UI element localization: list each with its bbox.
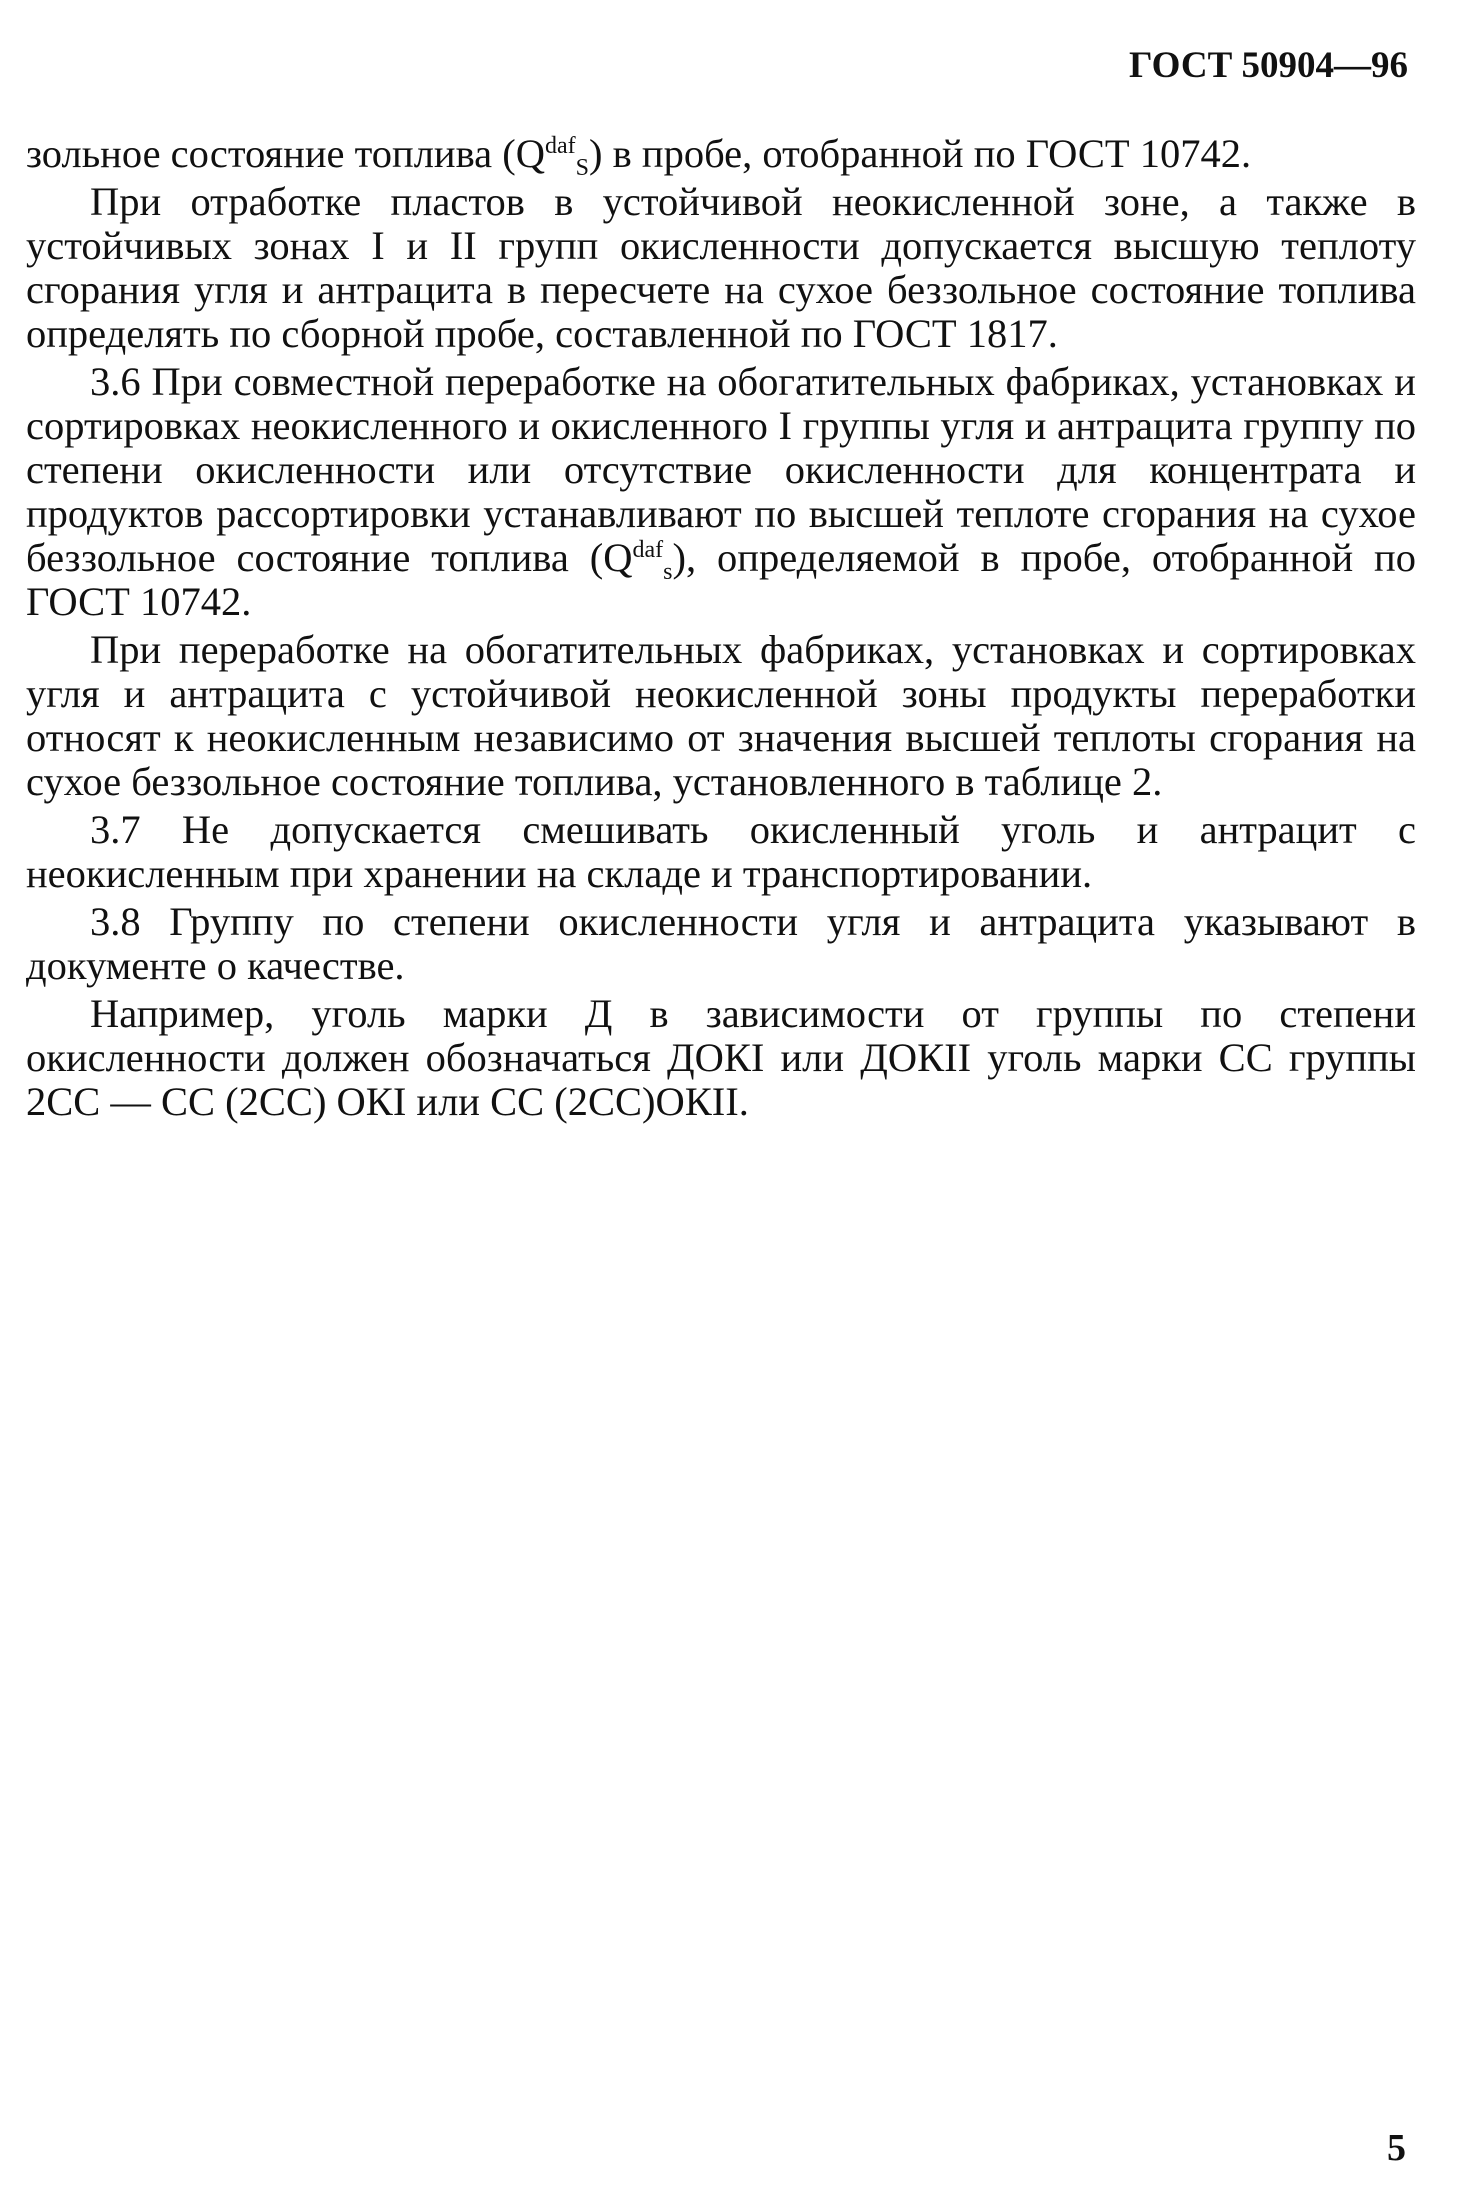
clause-3-8: 3.8 Группу по степени окисленности угля и антрацита указывают в документе о качестве. xyxy=(26,899,1416,988)
paragraph: При отработке пластов в устойчивой неокисленной зоне, а также в устойчивых зонах I и II групп окисленности допускается высшую теплоту сгорания угля и антрацита в пересчете на сухое беззольное состояние топлива определять по сборной пробе, составленной по ГОСТ 1817. xyxy=(26,179,1416,356)
page-number: 5 xyxy=(1387,2127,1406,2169)
clause-3-6: 3.6 При совместной переработке на обогатительных фабриках, установках и сортировках неокисленного и окисленного I группы угля и антрацита группу по степени окисленности или отсутствие окисленности для концентрата и продуктов рассортировки устанавливают по высшей теплоте сгорания на сухое беззольное состояние топлива $(Q^{daf}_s)$, определяемой в пробе, отобранной по ГОСТ 10742. xyxy=(26,359,1416,624)
document-header xyxy=(1129,44,1408,87)
superscript: daf xyxy=(545,133,576,159)
example-paragraph: Например, уголь марки Д в зависимости от группы по степени окисленности должен обозначаться ДОКI или ДОКII уголь марки СС группы 2СС — СС (2СС) ОКI или СС (2СС)ОКII. xyxy=(26,991,1416,1124)
paragraph-continuation: зольное состояние топлива $(Q^{daf}_S)$ в пробе, отобранной по ГОСТ 10742. xyxy=(26,131,1252,181)
superscript: daf xyxy=(632,537,664,563)
paragraph: При переработке на обогатительных фабриках, установках и сортировках угля и антрацита с устойчивой неокисленной зоны продукты переработки относят к неокисленным независимо от значения высшей теплоты сгорания на сухое беззольное состояние топлива, установленного в таблице 2. xyxy=(26,627,1416,804)
subscript: s xyxy=(663,559,673,585)
document-body xyxy=(26,132,1416,1128)
subscript: S xyxy=(575,155,590,181)
clause-3-7: 3.7 Не допускается смешивать окисленный уголь и антрацит с неокисленным при хранении на складе и транспортировании. xyxy=(26,807,1416,896)
document-id: ГОСТ 50904—96 xyxy=(1129,45,1408,86)
